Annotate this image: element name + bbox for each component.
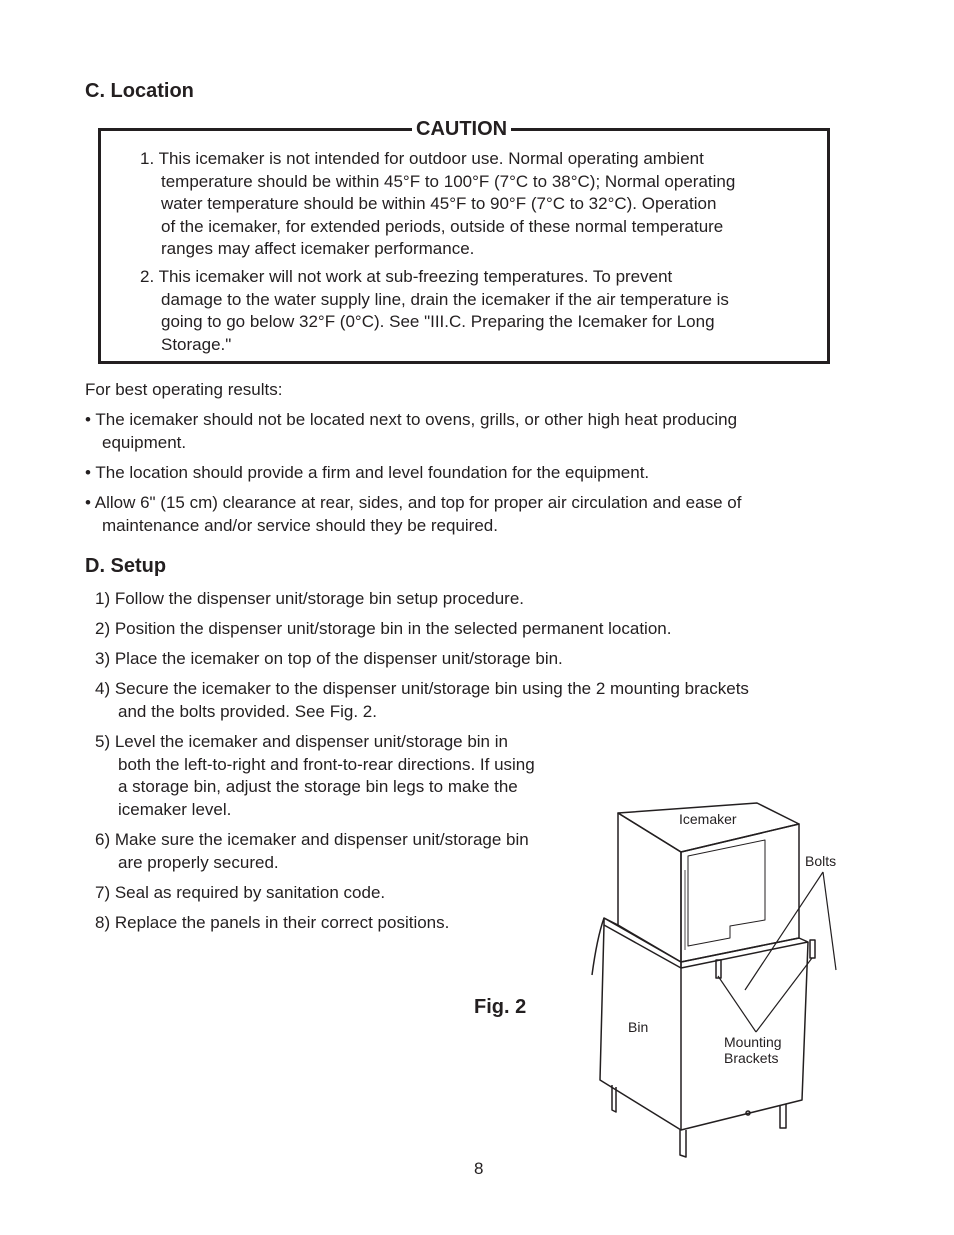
setup-step-cont: icemaker level. [118, 799, 232, 819]
bracket-leader-2 [756, 958, 812, 1032]
setup-step-cont: are properly secured. [118, 852, 279, 872]
mounting-brackets-label-2: Brackets [724, 1050, 779, 1066]
bullet-lead: • The icemaker should not be located next to ovens, grills, or other high heat producing [85, 410, 738, 429]
caution-item-2 [140, 266, 729, 356]
bin-top-lip [604, 918, 681, 968]
setup-step-lead: 3) Place the icemaker on top of the dispenser unit/storage bin. [95, 649, 563, 668]
caution-item-1-line: of the icemaker, for extended periods, outside of these normal temperature [161, 216, 724, 236]
bolt-leader-1 [745, 872, 823, 990]
bullet-item [85, 461, 649, 484]
setup-step-1 [95, 588, 524, 611]
bullet-item [85, 408, 737, 454]
caution-item-1-lead: 1. This icemaker is not intended for outdoor use. Normal operating ambient [140, 149, 704, 168]
caution-item-2-line: going to go below 32°F (0°C). See "III.C. Preparing the Icemaker for Long [161, 312, 715, 331]
bullet-lead: • The location should provide a firm and level foundation for the equipment. [85, 463, 650, 482]
caution-item-1 [140, 148, 735, 261]
bullet-cont: equipment. [102, 433, 187, 452]
bullet-lead: • Allow 6" (15 cm) clearance at rear, sides, and top for proper air circulation and ease of [85, 493, 742, 512]
setup-step-cont: a storage bin, adjust the storage bin legs to make the [118, 777, 518, 796]
section-c-heading: C. Location [85, 80, 194, 102]
caution-item-2-line: Storage." [161, 334, 232, 354]
caution-item-2-lead: 2. This icemaker will not work at sub-freezing temperatures. To prevent [140, 267, 673, 286]
caution-item-2-line: damage to the water supply line, drain the icemaker if the air temperature is [161, 289, 729, 309]
setup-step-lead: 4) Secure the icemaker to the dispenser unit/storage bin using the 2 mounting brackets [95, 679, 749, 698]
mounting-brackets-label-1: Mounting [724, 1034, 782, 1050]
setup-step-2 [95, 618, 671, 641]
bin-label: Bin [628, 1019, 649, 1035]
setup-step-lead: 8) Replace the panels in their correct positions. [95, 913, 450, 932]
intro-text: For best operating results: [85, 380, 283, 399]
bullet-cont: maintenance and/or service should they be required. [102, 516, 498, 535]
front-panel-detail [688, 840, 765, 946]
setup-step-8 [95, 912, 449, 935]
setup-step-lead: 5) Level the icemaker and dispenser unit/storage bin in [95, 732, 508, 751]
bolts-label: Bolts [805, 853, 837, 869]
bolt-leader-2 [823, 872, 836, 970]
bracket-left [716, 960, 721, 978]
bullet-item [85, 491, 741, 537]
setup-step-6 [95, 829, 529, 874]
figure-label: Fig. 2 [474, 996, 527, 1018]
setup-step-lead: 2) Position the dispenser unit/storage bin in the selected permanent location. [95, 619, 672, 638]
setup-step-lead: 1) Follow the dispenser unit/storage bin setup procedure. [95, 589, 525, 608]
setup-step-cont: both the left-to-right and front-to-rear directions. If using [118, 754, 535, 774]
setup-step-5 [95, 731, 535, 821]
setup-step-lead: 6) Make sure the icemaker and dispenser unit/storage bin [95, 830, 529, 849]
page-number: 8 [474, 1159, 484, 1178]
icemaker-label: Icemaker [679, 811, 737, 827]
setup-step-4 [95, 678, 749, 723]
setup-step-7 [95, 882, 385, 905]
section-d-heading: D. Setup [85, 555, 167, 577]
setup-step-cont: and the bolts provided. See Fig. 2. [118, 701, 377, 721]
bracket-right [810, 940, 815, 958]
icemaker-side [618, 813, 681, 962]
setup-step-3 [95, 648, 563, 671]
caution-item-1-line: ranges may affect icemaker performance. [161, 239, 475, 258]
bracket-leader-1 [718, 976, 756, 1032]
caution-item-1-line: water temperature should be within 45°F to 90°F (7°C to 32°C). Operation [161, 194, 717, 213]
caution-item-1-line: temperature should be within 45°F to 100°F (7°C to 38°C); Normal operating [161, 171, 736, 191]
setup-step-lead: 7) Seal as required by sanitation code. [95, 883, 386, 902]
caution-title: CAUTION [412, 117, 511, 141]
